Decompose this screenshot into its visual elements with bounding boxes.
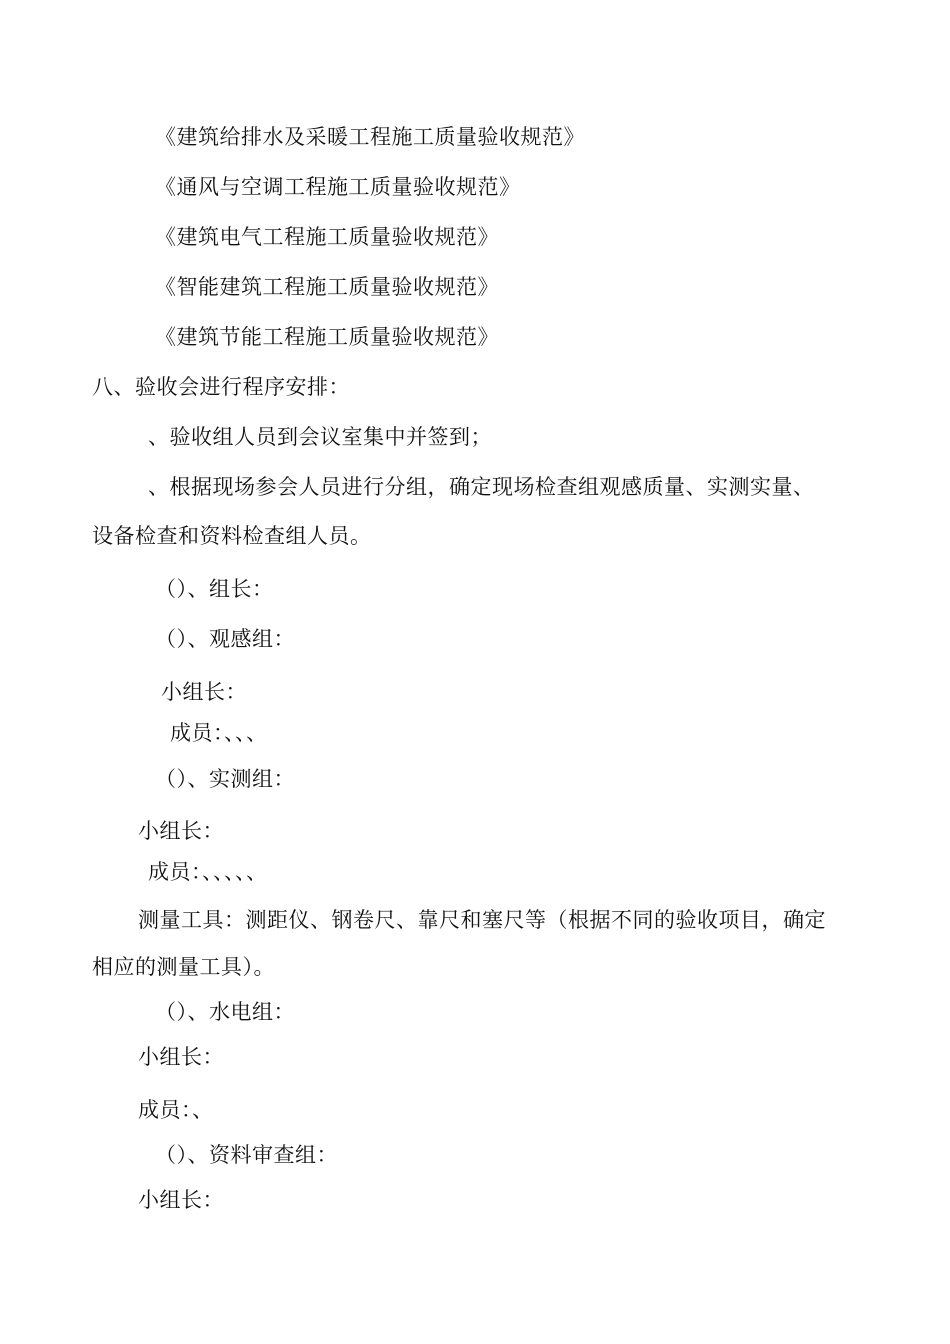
standard-electrical: 《建筑电气工程施工质量验收规范》 bbox=[155, 225, 499, 249]
measurement-members: 成员：、、、、、 bbox=[148, 860, 268, 884]
step-signin: 、验收组人员到会议室集中并签到； bbox=[148, 425, 492, 449]
group-leader: （）、组长： bbox=[155, 577, 274, 601]
measurement-leader: 小组长： bbox=[138, 819, 224, 843]
plumbing-members: 成员：、 bbox=[138, 1098, 214, 1122]
plumbing-leader: 小组长： bbox=[138, 1045, 224, 1069]
observation-leader: 小组长： bbox=[161, 680, 247, 704]
section-heading: 八、验收会进行程序安排： bbox=[92, 375, 350, 399]
group-observation: （）、观感组： bbox=[155, 627, 295, 651]
standard-water-heating: 《建筑给排水及采暖工程施工质量验收规范》 bbox=[155, 125, 585, 149]
group-document-review: （）、资料审查组： bbox=[155, 1143, 338, 1167]
document-review-leader: 小组长： bbox=[138, 1188, 224, 1212]
step-grouping-cont: 设备检查和资料检查组人员。 bbox=[92, 524, 372, 548]
standard-ventilation: 《通风与空调工程施工质量验收规范》 bbox=[155, 175, 521, 199]
measurement-tools-cont: 相应的测量工具）。 bbox=[92, 955, 275, 979]
observation-members: 成员：、、、 bbox=[170, 721, 268, 745]
group-measurement: （）、实测组： bbox=[155, 767, 295, 791]
group-plumbing-electrical: （）、水电组： bbox=[155, 1000, 295, 1024]
standard-energy: 《建筑节能工程施工质量验收规范》 bbox=[155, 325, 499, 349]
step-grouping: 、根据现场参会人员进行分组，确定现场检查组观感质量、实测实量、 bbox=[148, 475, 815, 499]
standard-intelligent: 《智能建筑工程施工质量验收规范》 bbox=[155, 275, 499, 299]
measurement-tools: 测量工具：测距仪、钢卷尺、靠尺和塞尺等（根据不同的验收项目，确定 bbox=[138, 908, 826, 932]
